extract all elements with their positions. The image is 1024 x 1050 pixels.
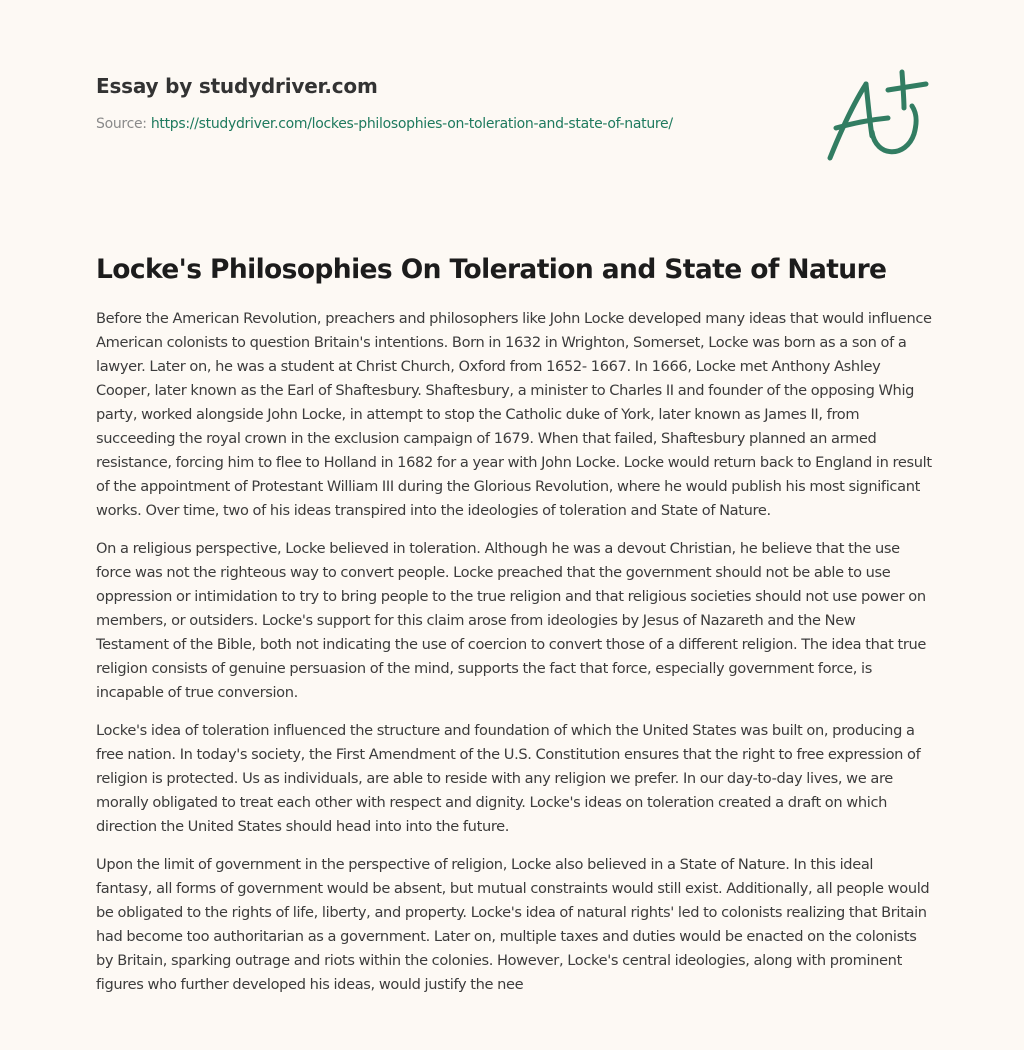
page-header (96, 74, 796, 132)
paragraph: Before the American Revolution, preachers and philosophers like John Locke developed many ideas that would influence American colonists to question Britain's intentions. Born in 1632 in Wrighton, Somerset, Locke was born as a son of a lawyer. Later on, he was a student at Christ Church, Oxford from 1652- 1667. In 1666, Locke met Anthony Ashley Cooper, later known as the Earl of Shaftesbury. Shaftesbury, a minister to Charles II and founder of the opposing Whig party, worked alongside John Locke, in attempt to stop the Catholic duke of York, later known as James II, from succeeding the royal crown in the exclusion campaign of 1679. When that failed, Shaftesbury planned an armed resistance, forcing him to flee to Holland in 1682 for a year with John Locke. Locke would return back to England in result of the appointment of Protestant William III during the Glorious Revolution, where he would publish his most significant works. Over time, two of his ideas transpired into the ideologies of toleration and State of Nature. (96, 310, 932, 519)
essay-article (96, 254, 932, 1011)
a-plus-grade-icon (818, 62, 938, 172)
article-title: Locke's Philosophies On Toleration and State of Nature (96, 254, 887, 285)
paragraph: Upon the limit of government in the perspective of religion, Locke also believed in a State of Nature. In this ideal fantasy, all forms of government would be absent, but mutual constraints would still exist. Additionally, all people would be obligated to the rights of life, liberty, and property. Locke's idea of natural rights' led to colonists realizing that Britain had become too authoritarian as a government. Later on, multiple taxes and duties would be enacted on the colonists by Britain, sparking outrage and riots within the colonies. However, Locke's central ideologies, along with prominent figures who further developed his ideas, would justify the nee (96, 856, 930, 993)
source-label: Source: (96, 116, 147, 132)
source-link[interactable]: https://studydriver.com/lockes-philosophies-on-toleration-and-state-of-nature/ (150, 116, 673, 132)
source-line (96, 116, 796, 132)
site-title: Essay by studydriver.com (96, 74, 378, 98)
paragraph: Locke's idea of toleration influenced the structure and foundation of which the United States was built on, producing a free nation. In today's society, the First Amendment of the U.S. Constitution ensures that the right to free expression of religion is protected. Us as individuals, are able to reside with any religion we prefer. In our day-to-day lives, we are morally obligated to treat each other with respect and dignity. Locke's ideas on toleration created a draft on which direction the United States should head into into the future. (96, 722, 921, 835)
paragraph: On a religious perspective, Locke believed in toleration. Although he was a devout Christian, he believe that the use force was not the righteous way to convert people. Locke preached that the government should not be able to use oppression or intimidation to try to bring people to the true religion and that religious societies should not use power on members, or outsiders. Locke's support for this claim arose from ideologies by Jesus of Nazareth and the New Testament of the Bible, both not indicating the use of coercion to convert those of a different religion. The idea that true religion consists of genuine persuasion of the mind, supports the fact that force, especially government force, is incapable of true conversion. (96, 540, 926, 701)
